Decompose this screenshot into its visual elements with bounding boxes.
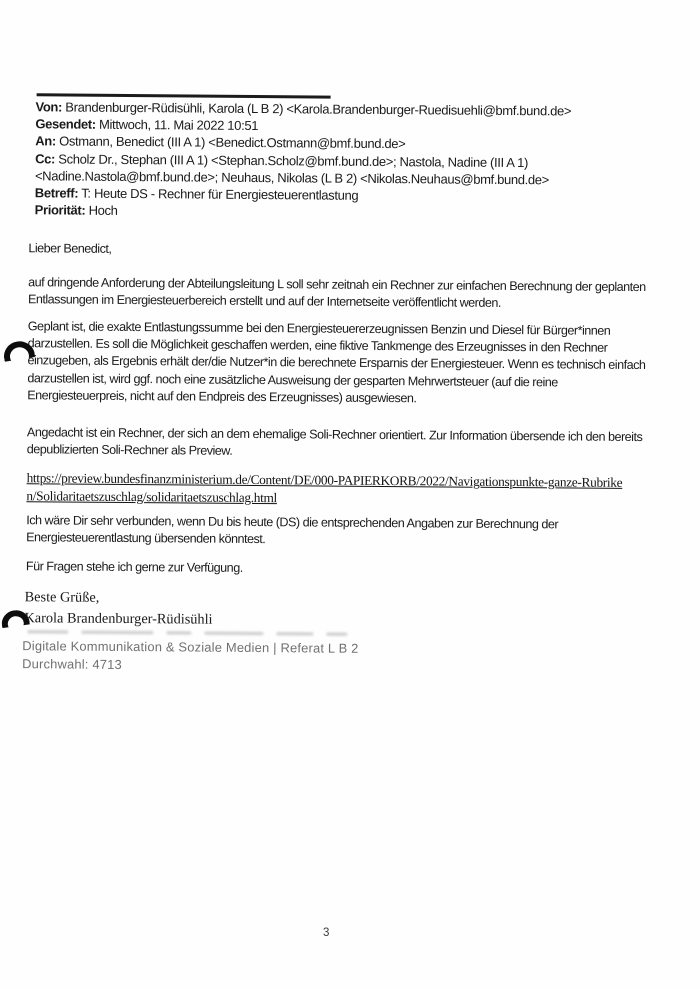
header-field-prioritaet (35, 201, 613, 223)
preview-link-url: https://preview.bundesfinanzministerium.de/Content/DE/000-PAPIERKORB/2022/Navigationspunkte-ganze-Rubriken/Solidaritaetszuschlag/solidaritaetszuschlag.html (26, 470, 623, 505)
paragraph-request (28, 274, 658, 313)
prioritaet-value: Hoch (88, 202, 118, 219)
an-value: Ostmann, Benedict (III A 1) <Benedict.Ostmann@bmf.bund.de> (59, 133, 406, 152)
prioritaet-label: Priorität: (34, 202, 86, 218)
salutation (28, 240, 658, 262)
preview-link-paragraph (26, 469, 630, 509)
paragraph-questions-text: Für Fragen stehe ich gerne zur Verfügung. (25, 559, 243, 575)
betreff-label: Betreff: (34, 185, 79, 201)
page-number: 3 (323, 927, 330, 939)
paragraph-request-text: auf dringende Anforderung der Abteilungsleitung L soll sehr zeitnah ein Rechner zur einfachen Berechnung der geplanten Entlassungen im Energiesteuerbereich erstellt und auf der Internetseite veröffentlicht werden. (27, 275, 646, 311)
paragraph-plan (27, 318, 658, 409)
von-value: Brandenburger-Rüdisühli, Karola (L B 2) <Karola.Brandenburger-Ruedisuehli@bmf.bund.de> (65, 99, 572, 119)
gesendet-value: Mittwoch, 11. Mai 2022 10:51 (99, 116, 259, 134)
gesendet-label: Gesendet: (35, 116, 96, 132)
an-label: An: (35, 133, 56, 149)
paragraph-questions (26, 558, 656, 580)
betreff-value: T: Heute DS - Rechner für Energiesteuerentlastung (81, 185, 359, 203)
signature-name: Karola Brandenburger-Rüdisühli (24, 609, 213, 628)
cc-value: Scholz Dr., Stephan (III A 1) <Stephan.Scholz@bmf.bund.de>; Nastola, Nadine (III A 1) <Nadine.Nastola@bmf.bund.de>; Neuhaus, Nikolas (L B 2) <Nikolas.Neuhaus@bmf.bund.de> (34, 151, 549, 188)
header-divider-line (37, 93, 331, 98)
paragraph-deadline-text: Ich wäre Dir sehr verbunden, wenn Du bis heute (DS) die entsprechenden Angaben zur Berechnung der Energiesteuerentlastung übersenden könntest. (26, 513, 559, 547)
signature-phone: Durchwahl: 4713 (22, 656, 122, 673)
paragraph-soli-rechner-text: Angedacht ist ein Rechner, der sich an dem ehemalige Soli-Rechner orientiert. Zur Information übersende ich den bereits depublizierten Soli-Rechner als Preview. (26, 425, 643, 459)
header-field-cc (35, 150, 613, 189)
paragraph-plan-text: Geplant ist, die exakte Entlastungssumme bei den Energiesteuererzeugnissen Benzin und Diesel für Bürger*innen darzustellen. Es soll die Möglichkeit geschaffen werden, eine fiktive Tankmenge des Erzeugnisses in den Rechner einzugeben, als Ergebnis erhält der/die Nutzer*in die berechnete Ersparnis der Energiesteuer. Wenn es technisch einfach darzustellen ist, wird ggf. noch eine zusätzliche Ausweisung der gesparten Mehrwertsteuer (auf die reine Energiesteuerpreis, nicht auf den Endpreis des Erzeugnisses) ausgewiesen. (27, 319, 646, 406)
signature-closing: Beste Grüße, (24, 589, 100, 606)
salutation-text: Lieber Benedict, (28, 241, 112, 256)
signature-footer-block (22, 637, 652, 679)
paragraph-deadline (26, 512, 656, 551)
signature-department: Digitale Kommunikation & Soziale Medien | Referat L B 2 (22, 638, 359, 656)
email-header-block (35, 98, 614, 223)
paragraph-soli-rechner (27, 424, 657, 463)
signature-block (24, 587, 654, 633)
von-label: Von: (35, 99, 63, 115)
cc-label: Cc: (35, 150, 56, 167)
